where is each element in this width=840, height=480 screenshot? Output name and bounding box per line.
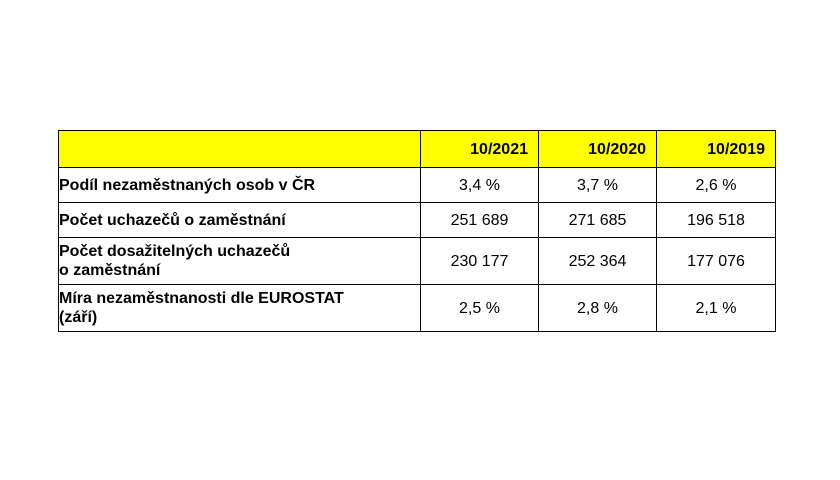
table-cell: 271 685 <box>539 203 657 238</box>
header-year-2021: 10/2021 <box>421 131 539 168</box>
table-cell: 177 076 <box>657 238 776 285</box>
row-label-eurostat-rate: Míra nezaměstnanosti dle EUROSTAT (září) <box>59 285 421 332</box>
header-year-2019: 10/2019 <box>657 131 776 168</box>
table-cell: 2,6 % <box>657 168 776 203</box>
table-cell: 2,8 % <box>539 285 657 332</box>
table-cell: 196 518 <box>657 203 776 238</box>
unemployment-table <box>58 130 776 332</box>
table-cell: 2,1 % <box>657 285 776 332</box>
table-row <box>59 238 776 285</box>
row-label-job-seekers: Počet uchazečů o zaměstnání <box>59 203 421 238</box>
table-row <box>59 285 776 332</box>
table-cell: 2,5 % <box>421 285 539 332</box>
table-cell: 3,4 % <box>421 168 539 203</box>
table-cell: 251 689 <box>421 203 539 238</box>
table-header-row <box>59 131 776 168</box>
table-cell: 252 364 <box>539 238 657 285</box>
table-row <box>59 168 776 203</box>
table-cell: 230 177 <box>421 238 539 285</box>
row-label-unemployment-share: Podíl nezaměstnaných osob v ČR <box>59 168 421 203</box>
table-row <box>59 203 776 238</box>
header-corner-cell <box>59 131 421 168</box>
row-label-available-job-seekers: Počet dosažitelných uchazečů o zaměstnání <box>59 238 421 285</box>
header-year-2020: 10/2020 <box>539 131 657 168</box>
table-cell: 3,7 % <box>539 168 657 203</box>
